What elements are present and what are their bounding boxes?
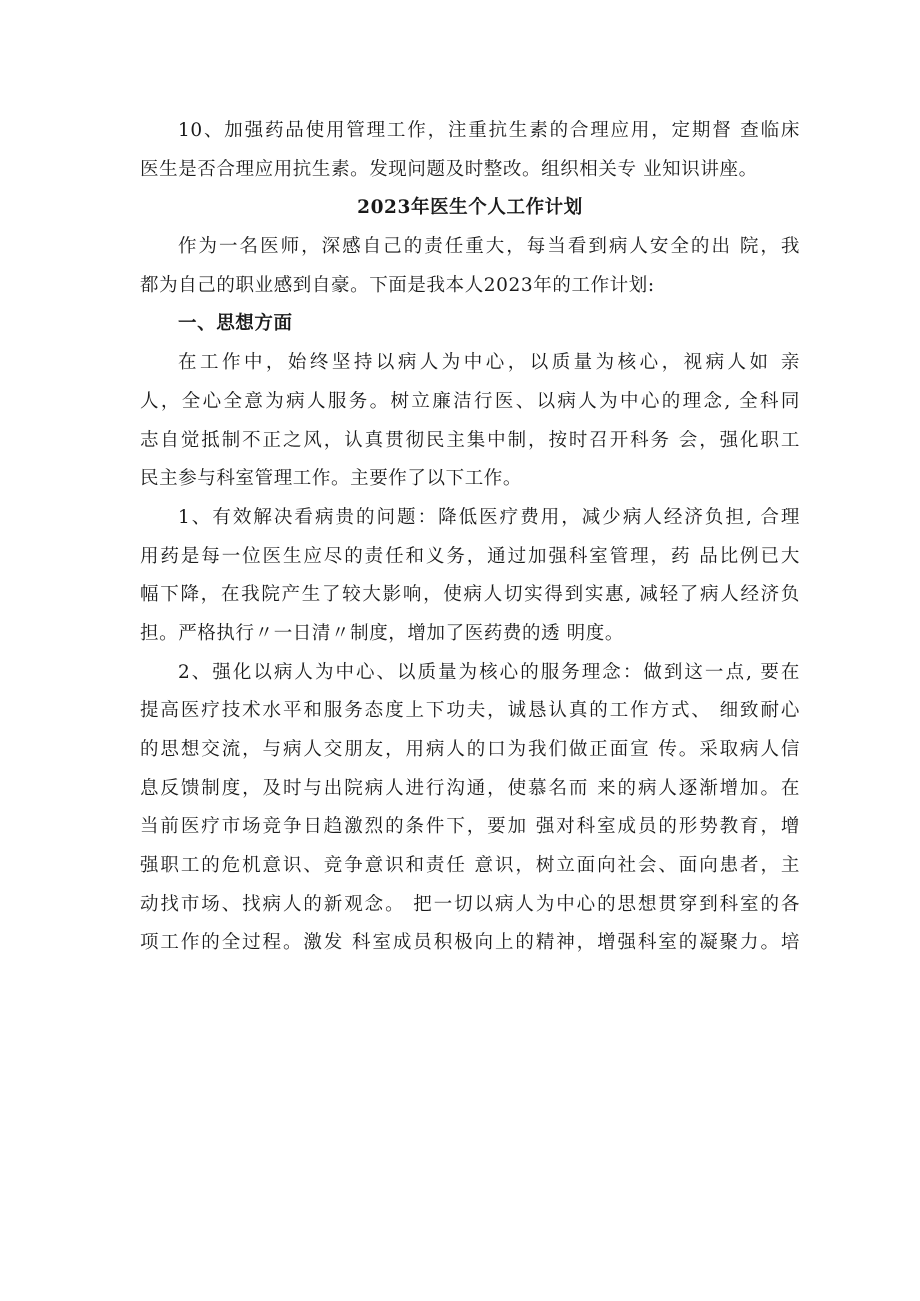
text-line: 当前医疗市场竞争日趋激烈的条件下，要加 强对科室成员的形势教育，增 [140, 816, 800, 838]
paragraph-intro [140, 228, 800, 305]
text-line: 项工作的全过程。激发 科室成员积极向上的精神，增强科室的凝聚力。培 [140, 932, 800, 954]
paragraph-item-10 [140, 112, 800, 189]
text-line: 强职工的危机意识、竞争意识和责任 意识，树立面向社会、面向患者，主 [140, 855, 800, 877]
text-line: 作为一名医师，深感自己的责任重大，每当看到病人安全的出 院，我 [178, 236, 800, 258]
text-line: 幅下降，在我院产生了较大影响，使病人切实得到实惠, 减轻了病人经济负 [140, 584, 800, 606]
text-line: 提高医疗技术水平和服务态度上下功夫，诚恳认真的工作方式、 细致耐心 [140, 700, 800, 722]
paragraph-item-2 [140, 654, 800, 964]
document-page [140, 112, 800, 963]
text-line: 息反馈制度，及时与出院病人进行沟通，使慕名而 来的病人逐渐增加。在 [140, 777, 800, 799]
text-line: 在工作中，始终坚持以病人为中心，以质量为核心，视病人如 亲 [178, 352, 800, 374]
text-line: 医生是否合理应用抗生素。发现问题及时整改。组织相关专 业知识讲座。 [140, 158, 758, 180]
text-line: 2、强化以病人为中心、以质量为核心的服务理念：做到这一点, 要在 [178, 661, 800, 683]
paragraph-thought [140, 344, 800, 499]
section-heading-thought: 一、思想方面 [178, 313, 293, 335]
text-line: 志自觉抵制不正之风，认真贯彻民主集中制，按时召开科务 会，强化职工 [140, 429, 800, 451]
text-line: 都为自己的职业感到自豪。下面是我本人2023年的工作计划: [140, 274, 655, 296]
text-line: 民主参与科室管理工作。主要作了以下工作。 [140, 468, 523, 490]
paragraph-item-1 [140, 499, 800, 654]
text-line: 人，全心全意为病人服务。树立廉洁行医、以病人为中心的理念, 全科同 [140, 390, 800, 412]
text-line: 用药是每一位医生应尽的责任和义务，通过加强科室管理，药 品比例已大 [140, 545, 800, 567]
document-title: 2023年医生个人工作计划 [357, 197, 583, 219]
text-line: 1、有效解决看病贵的问题：降低医疗费用，减少病人经济负担, 合理 [178, 506, 800, 528]
text-line: 担。严格执行〃一日清〃制度，增加了医药费的透 明度。 [140, 622, 624, 644]
text-line: 动找市场、找病人的新观念。 把一切以病人为中心的思想贯穿到科室的各 [140, 893, 800, 915]
text-line: 的思想交流，与病人交朋友，用病人的口为我们做正面宣 传。采取病人信 [140, 739, 800, 760]
text-line: 10、加强药品使用管理工作，注重抗生素的合理应用，定期督 查临床 [178, 120, 800, 141]
